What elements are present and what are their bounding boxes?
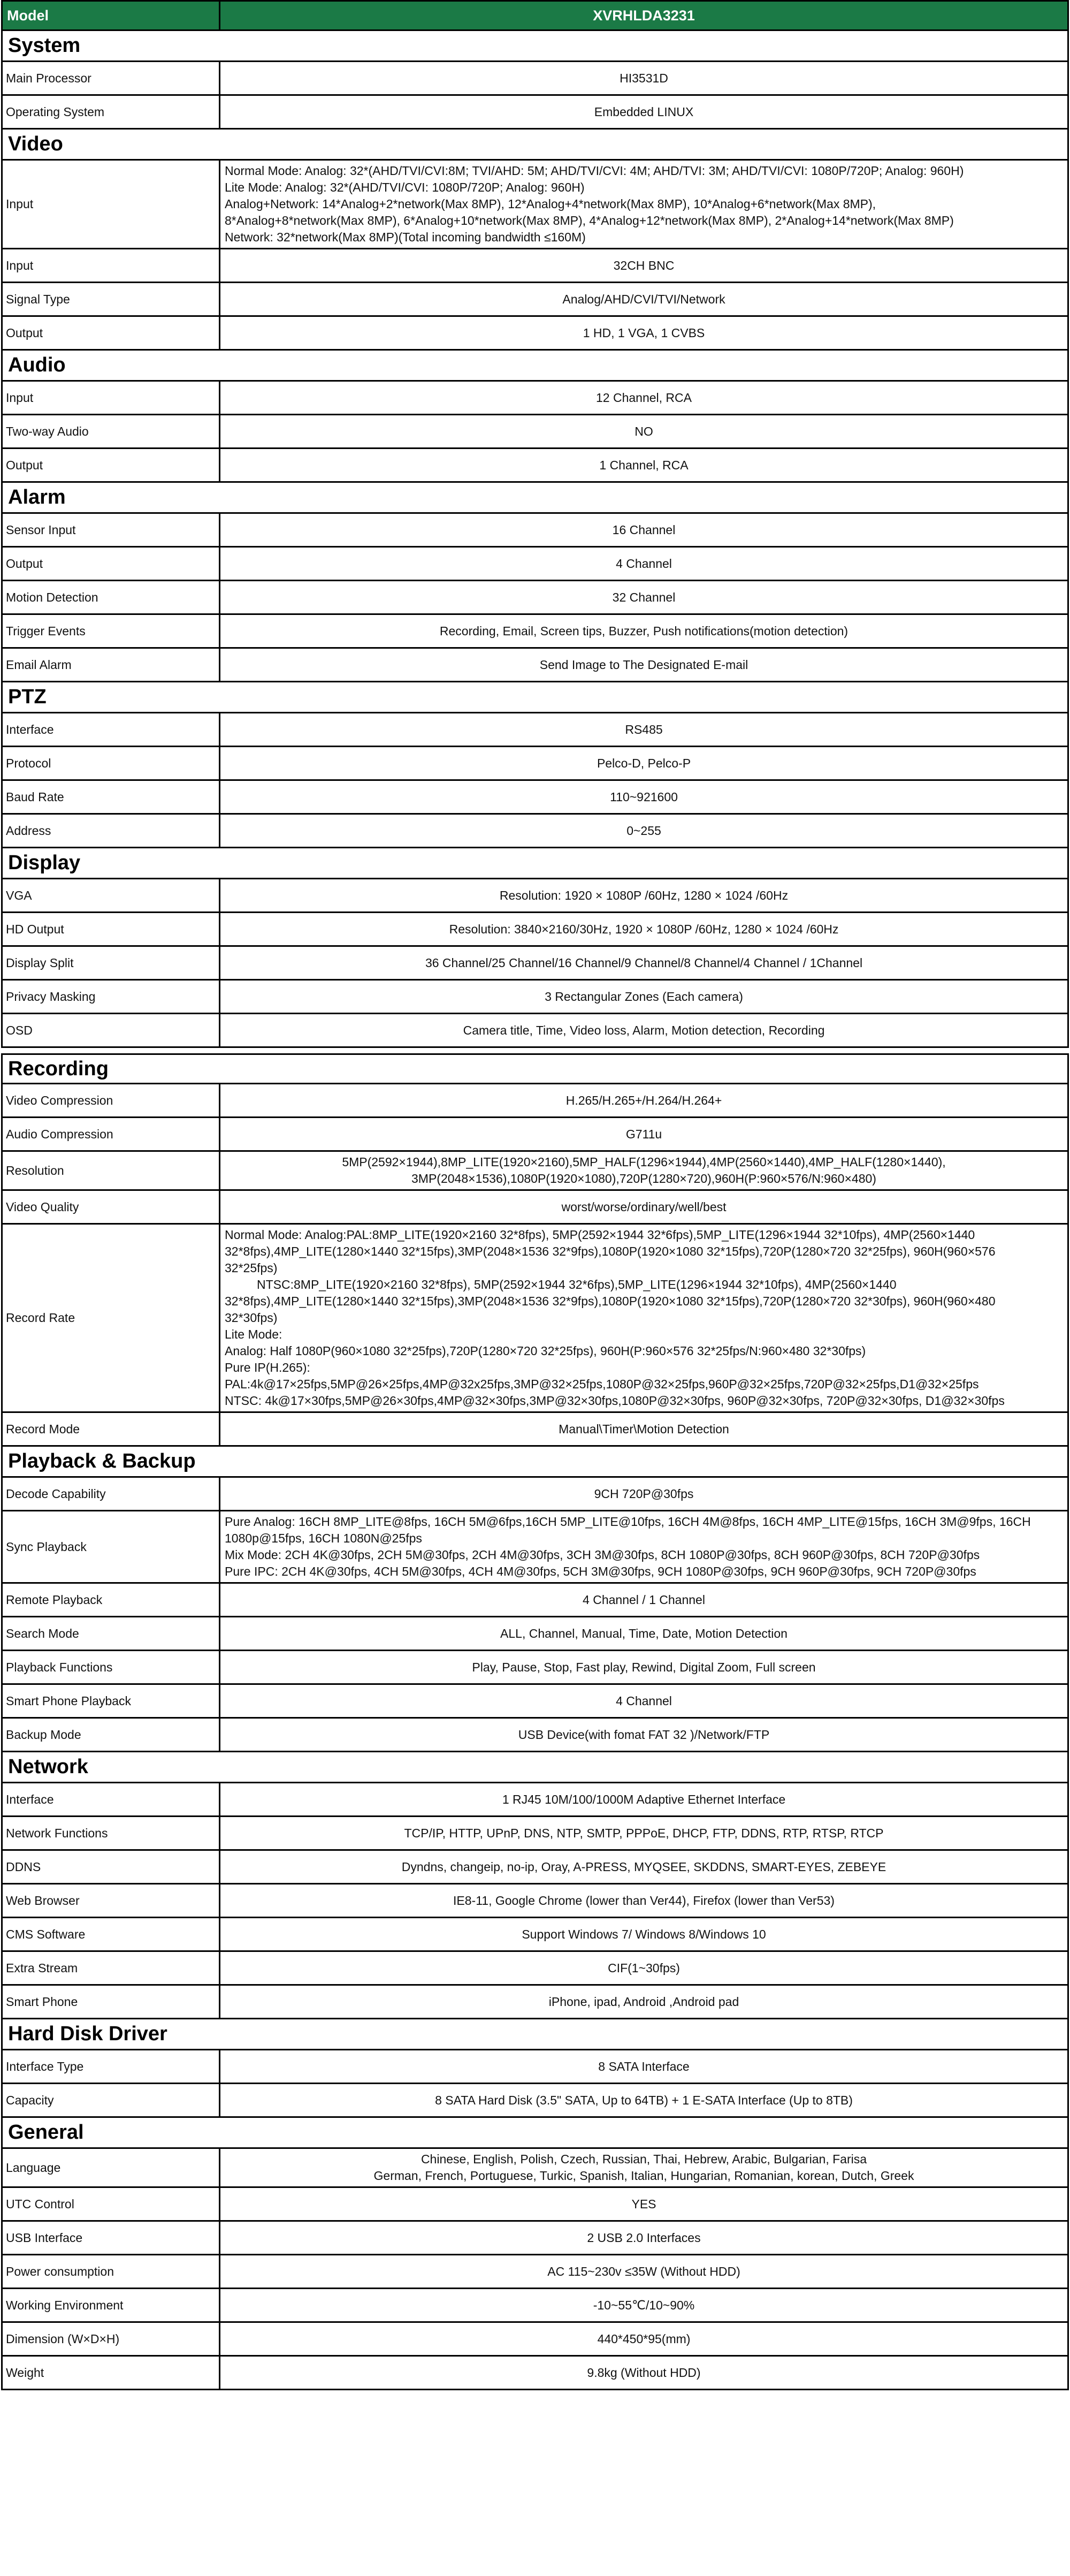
spec-label: Interface <box>3 713 220 746</box>
spec-value <box>220 449 1067 481</box>
spec-value-line: 32*25fps) <box>225 1261 278 1275</box>
spec-row-capacity <box>1 2084 1069 2118</box>
spec-label: USB Interface <box>3 2222 220 2254</box>
spec-sections <box>1 31 1069 2390</box>
spec-label: Baud Rate <box>3 781 220 813</box>
spec-label: Display Split <box>3 947 220 979</box>
spec-value-line: 32*8fps),4MP_LITE(1280×1440 32*15fps),3MP(2048×1536 32*9fps),1080P(1920×1080 32*15fps),720P(1280×720 32*25fps), 960H(960×576 <box>225 1244 996 1258</box>
spec-row-dimension-w-d-h <box>1 2323 1069 2357</box>
spec-value <box>220 615 1067 647</box>
spec-label: VGA <box>3 879 220 911</box>
spec-label: Dimension (W×D×H) <box>3 2323 220 2355</box>
spec-value <box>220 1719 1067 1751</box>
spec-value-line: 8*Analog+8*network(Max 8MP), 6*Analog+10*network(Max 8MP), 4*Analog+12*network(Max 8MP), 2*Analog+14*network(Max 8MP) <box>225 214 954 227</box>
spec-label: DDNS <box>3 1851 220 1883</box>
spec-value-line: -10~55℃/10~90% <box>593 2298 695 2312</box>
section-title-general: General <box>1 2118 1069 2149</box>
spec-label: Input <box>3 382 220 414</box>
spec-value <box>220 1986 1067 2018</box>
spec-value-line: Analog+Network: 14*Analog+2*network(Max 8MP), 12*Analog+4*network(Max 8MP), 10*Analog+6*network(Max 8MP), <box>225 197 876 211</box>
spec-label: Video Compression <box>3 1084 220 1116</box>
spec-row-privacy-masking <box>1 981 1069 1014</box>
spec-row-interface-type <box>1 2050 1069 2084</box>
spec-value-line: Analog: Half 1080P(960×1080 32*25fps),720P(1280×720 32*25fps), 960H(P:960×576 32*25fps/N:960×480 32*30fps) <box>225 1344 866 1358</box>
spec-label: OSD <box>3 1014 220 1046</box>
spec-row-video-compression <box>1 1084 1069 1118</box>
spec-value-line: 2 USB 2.0 Interfaces <box>587 2230 701 2245</box>
spec-label: Sensor Input <box>3 514 220 546</box>
section-title-alarm: Alarm <box>1 483 1069 514</box>
spec-value <box>220 249 1067 282</box>
spec-row-usb-interface <box>1 2222 1069 2255</box>
spec-value-line: NTSC: 4k@17×30fps,5MP@26×30fps,4MP@32×30fps,3MP@32×30fps,1080P@32×30fps, 960P@32×30fps, 720P@32×30fps, D1@32×30fps <box>225 1394 1005 1408</box>
spec-row-working-environment <box>1 2289 1069 2323</box>
spec-value-line: 32 Channel <box>612 590 676 604</box>
spec-value-line: worst/worse/ordinary/well/best <box>561 1199 727 1214</box>
spec-value-line: Normal Mode: Analog:PAL:8MP_LITE(1920×2160 32*8fps), 5MP(2592×1944 32*6fps),5MP_LITE(1296×1944 32*10fps), 4MP(2560×1440 <box>225 1228 975 1242</box>
spec-row-main-processor <box>1 62 1069 96</box>
spec-row-remote-playback <box>1 1584 1069 1617</box>
spec-value <box>220 548 1067 580</box>
spec-label: CMS Software <box>3 1918 220 1950</box>
spec-row-input <box>1 161 1069 249</box>
spec-value-line: 8 SATA Interface <box>598 2059 690 2073</box>
spec-label: Protocol <box>3 747 220 779</box>
section-title-display: Display <box>1 848 1069 879</box>
spec-label: Video Quality <box>3 1191 220 1223</box>
spec-value-line: Pelco-D, Pelco-P <box>597 756 691 770</box>
spec-value <box>220 2222 1067 2254</box>
spec-label: Capacity <box>3 2084 220 2116</box>
spec-value-line: 9CH 720P@30fps <box>594 1486 694 1501</box>
spec-value <box>220 713 1067 746</box>
spec-value <box>220 2050 1067 2083</box>
spec-value-line: AC 115~230v ≤35W (Without HDD) <box>547 2264 740 2278</box>
spec-row-utc-control <box>1 2188 1069 2222</box>
spec-row-playback-functions <box>1 1651 1069 1685</box>
spec-value <box>220 317 1067 349</box>
spec-row-motion-detection <box>1 581 1069 615</box>
spec-value-line: 1 RJ45 10M/100/1000M Adaptive Ethernet Interface <box>502 1792 786 1806</box>
spec-value <box>220 283 1067 315</box>
spec-value-line: 8 SATA Hard Disk (3.5" SATA, Up to 64TB) + 1 E-SATA Interface (Up to 8TB) <box>435 2093 853 2107</box>
spec-value-line: Chinese, English, Polish, Czech, Russian, Thai, Hebrew, Arabic, Bulgarian, Farisa <box>421 2152 867 2166</box>
spec-row-video-quality <box>1 1191 1069 1225</box>
spec-value-line: NO <box>635 424 653 438</box>
spec-row-display-split <box>1 947 1069 981</box>
spec-value-line: PAL:4k@17×25fps,5MP@26×25fps,4MP@32x25fps,3MP@32×25fps,1080P@32×25fps,960P@32×25fps,720P@32×25fps,D1@32×25fps <box>225 1377 979 1391</box>
spec-row-record-mode <box>1 1413 1069 1447</box>
spec-row-vga <box>1 879 1069 913</box>
spec-label: Record Mode <box>3 1413 220 1445</box>
spec-value <box>220 1152 1067 1189</box>
spec-value-line: IE8-11, Google Chrome (lower than Ver44), Firefox (lower than Ver53) <box>453 1893 835 1908</box>
spec-label: Weight <box>3 2357 220 2389</box>
spec-label: Privacy Masking <box>3 981 220 1013</box>
spec-value-line: 36 Channel/25 Channel/16 Channel/9 Channel/8 Channel/4 Channel / 1Channel <box>425 955 863 970</box>
spec-label: Language <box>3 2149 220 2186</box>
spec-value <box>220 1191 1067 1223</box>
spec-row-output <box>1 317 1069 351</box>
section-title-audio: Audio <box>1 351 1069 382</box>
spec-value-line: Camera title, Time, Video loss, Alarm, Motion detection, Recording <box>463 1023 825 1037</box>
spec-value-line: H.265/H.265+/H.264/H.264+ <box>565 1093 722 1107</box>
spec-value <box>220 96 1067 128</box>
spec-value <box>220 415 1067 447</box>
spec-row-web-browser <box>1 1884 1069 1918</box>
spec-value <box>220 1014 1067 1046</box>
spec-row-protocol <box>1 747 1069 781</box>
spec-label: Audio Compression <box>3 1118 220 1150</box>
spec-value <box>220 2357 1067 2389</box>
spec-value <box>220 1783 1067 1815</box>
spec-row-language <box>1 2149 1069 2188</box>
spec-label: Backup Mode <box>3 1719 220 1751</box>
spec-value-line: iPhone, ipad, Android ,Android pad <box>548 1994 739 2009</box>
spec-value-line: Recording, Email, Screen tips, Buzzer, Push notifications(motion detection) <box>439 624 849 638</box>
spec-label: Trigger Events <box>3 615 220 647</box>
spec-row-output <box>1 449 1069 483</box>
spec-label: Two-way Audio <box>3 415 220 447</box>
spec-value <box>220 581 1067 613</box>
spec-value-line: 32CH BNC <box>613 258 675 272</box>
spec-value-line: Resolution: 3840×2160/30Hz, 1920 × 1080P /60Hz, 1280 × 1024 /60Hz <box>449 922 839 936</box>
spec-value-line: CIF(1~30fps) <box>608 1961 680 1975</box>
spec-value-line: Pure IP(H.265): <box>225 1361 310 1374</box>
spec-label: Web Browser <box>3 1884 220 1917</box>
spec-value <box>220 1851 1067 1883</box>
spec-label: Signal Type <box>3 283 220 315</box>
spec-value-line: USB Device(with fomat FAT 32 )/Network/FTP <box>518 1727 770 1742</box>
spec-row-email-alarm <box>1 649 1069 682</box>
spec-row-operating-system <box>1 96 1069 130</box>
spec-value-line: German, French, Portuguese, Turkic, Spanish, Italian, Hungarian, Romanian, korean, Dutch, Greek <box>373 2169 914 2183</box>
spec-label: HD Output <box>3 913 220 945</box>
spec-value-line: 1 Channel, RCA <box>599 458 689 472</box>
spec-label: Search Mode <box>3 1617 220 1650</box>
spec-row-weight <box>1 2357 1069 2390</box>
spec-label: Decode Capability <box>3 1478 220 1510</box>
spec-value <box>220 1617 1067 1650</box>
spec-label: Output <box>3 317 220 349</box>
spec-row-smart-phone-playback <box>1 1685 1069 1719</box>
spec-sheet <box>1 0 1069 2390</box>
section-title-system: System <box>1 31 1069 62</box>
spec-value-line: Pure IPC: 2CH 4K@30fps, 4CH 5M@30fps, 4CH 4M@30fps, 5CH 3M@30fps, 9CH 1080P@30fps, 9CH 960P@30fps, 9CH 720P@30fps <box>225 1564 976 1578</box>
spec-value <box>220 1651 1067 1683</box>
spec-label: UTC Control <box>3 2188 220 2220</box>
spec-label: Sync Playback <box>3 1511 220 1582</box>
spec-value <box>220 815 1067 847</box>
spec-label: Power consumption <box>3 2255 220 2288</box>
spec-value <box>220 2188 1067 2220</box>
spec-label: Address <box>3 815 220 847</box>
spec-value-line: Send Image to The Designated E-mail <box>539 657 748 672</box>
spec-value-line: NTSC:8MP_LITE(1920×2160 32*8fps), 5MP(2592×1944 32*6fps),5MP_LITE(1296×1944 32*10fps), 4MP(2560×1440 <box>257 1278 897 1291</box>
spec-label: Input <box>3 161 220 248</box>
model-label: Model <box>3 2 220 29</box>
spec-value-line: 4 Channel <box>616 556 672 571</box>
spec-value-line: YES <box>631 2197 656 2211</box>
spec-label: Main Processor <box>3 62 220 94</box>
spec-value-line: 16 Channel <box>612 522 676 537</box>
spec-value <box>220 747 1067 779</box>
spec-value <box>220 1084 1067 1116</box>
spec-value <box>220 2289 1067 2321</box>
spec-value <box>220 2323 1067 2355</box>
spec-row-signal-type <box>1 283 1069 317</box>
spec-label: Network Functions <box>3 1817 220 1849</box>
spec-value-line: 3MP(2048×1536),1080P(1920×1080),720P(1280×720),960H(P:960×576/N:960×480) <box>411 1172 876 1186</box>
spec-value-line: Network: 32*network(Max 8MP)(Total incoming bandwidth ≤160M) <box>225 230 586 244</box>
spec-value-line: 3 Rectangular Zones (Each camera) <box>545 989 743 1004</box>
spec-label: Output <box>3 548 220 580</box>
model-header-row <box>1 0 1069 31</box>
spec-value <box>220 1918 1067 1950</box>
spec-row-trigger-events <box>1 615 1069 649</box>
spec-label: Playback Functions <box>3 1651 220 1683</box>
spec-row-hd-output <box>1 913 1069 947</box>
spec-row-network-functions <box>1 1817 1069 1851</box>
spec-value-line: Lite Mode: <box>225 1327 282 1341</box>
spec-label: Working Environment <box>3 2289 220 2321</box>
spec-value-line: 110~921600 <box>610 789 678 804</box>
spec-value <box>220 1584 1067 1616</box>
spec-value-line: Resolution: 1920 × 1080P /60Hz, 1280 × 1024 /60Hz <box>499 888 789 902</box>
spec-value-line: 9.8kg (Without HDD) <box>587 2365 701 2380</box>
spec-value <box>220 981 1067 1013</box>
spec-row-decode-capability <box>1 1478 1069 1511</box>
spec-value <box>220 879 1067 911</box>
spec-label: Operating System <box>3 96 220 128</box>
model-value: XVRHLDA3231 <box>593 7 695 24</box>
spec-label: Remote Playback <box>3 1584 220 1616</box>
spec-value <box>220 1118 1067 1150</box>
spec-row-ddns <box>1 1851 1069 1884</box>
spec-value-line: TCP/IP, HTTP, UPnP, DNS, NTP, SMTP, PPPoE, DHCP, FTP, DDNS, RTP, RTSP, RTCP <box>404 1826 884 1840</box>
section-title-video: Video <box>1 130 1069 161</box>
spec-row-record-rate <box>1 1225 1069 1413</box>
spec-row-sensor-input <box>1 514 1069 548</box>
spec-row-sync-playback <box>1 1511 1069 1584</box>
spec-value-line: 5MP(2592×1944),8MP_LITE(1920×2160),5MP_HALF(1296×1944),4MP(2560×1440),4MP_HALF(1280×1440), <box>342 1155 946 1169</box>
spec-row-search-mode <box>1 1617 1069 1651</box>
spec-value <box>220 514 1067 546</box>
spec-value <box>220 1413 1067 1445</box>
spec-value-line: 0~255 <box>626 823 661 838</box>
spec-value <box>220 947 1067 979</box>
spec-value-line: Dyndns, changeip, no-ip, Oray, A-PRESS, MYQSEE, SKDDNS, SMART-EYES, ZEBEYE <box>401 1859 886 1874</box>
section-title-playback-backup: Playback & Backup <box>1 1447 1069 1478</box>
spec-row-audio-compression <box>1 1118 1069 1152</box>
spec-value-line: 440*450*95(mm) <box>597 2331 691 2346</box>
spec-value-line: 12 Channel, RCA <box>596 390 692 405</box>
spec-value <box>220 1952 1067 1984</box>
spec-value <box>220 1478 1067 1510</box>
spec-row-output <box>1 548 1069 581</box>
spec-value <box>220 2255 1067 2288</box>
section-title-hard-disk-driver: Hard Disk Driver <box>1 2019 1069 2050</box>
spec-value <box>220 161 1067 248</box>
section-title-network: Network <box>1 1752 1069 1783</box>
spec-value-line: 1080p@15fps, 16CH 1080N@25fps <box>225 1531 422 1545</box>
spec-value-line: Play, Pause, Stop, Fast play, Rewind, Digital Zoom, Full screen <box>472 1660 816 1674</box>
spec-value <box>220 1225 1067 1411</box>
spec-row-interface <box>1 1783 1069 1817</box>
spec-label: Smart Phone <box>3 1986 220 2018</box>
spec-row-smart-phone <box>1 1986 1069 2019</box>
section-gap <box>1 1048 1069 1053</box>
spec-value <box>220 2084 1067 2116</box>
spec-row-backup-mode <box>1 1719 1069 1752</box>
spec-value-line: 1 HD, 1 VGA, 1 CVBS <box>583 325 705 340</box>
spec-value-line: Mix Mode: 2CH 4K@30fps, 2CH 5M@30fps, 2CH 4M@30fps, 3CH 3M@30fps, 8CH 1080P@30fps, 8CH 960P@30fps, 8CH 720P@30fps <box>225 1548 980 1562</box>
spec-label: Input <box>3 249 220 282</box>
spec-label: Smart Phone Playback <box>3 1685 220 1717</box>
spec-value-line: Embedded LINUX <box>594 104 694 119</box>
spec-value <box>220 649 1067 681</box>
spec-label: Record Rate <box>3 1225 220 1411</box>
spec-value-line: G711u <box>625 1127 662 1141</box>
spec-row-baud-rate <box>1 781 1069 815</box>
spec-value-line: Support Windows 7/ Windows 8/Windows 10 <box>522 1927 766 1941</box>
spec-value <box>220 382 1067 414</box>
spec-value-line: RS485 <box>625 722 663 736</box>
spec-row-osd <box>1 1014 1069 1048</box>
spec-value-line: 4 Channel / 1 Channel <box>583 1592 705 1607</box>
spec-row-two-way-audio <box>1 415 1069 449</box>
spec-value <box>220 62 1067 94</box>
spec-value-line: 32*30fps) <box>225 1311 278 1325</box>
spec-row-address <box>1 815 1069 848</box>
spec-value-line: Normal Mode: Analog: 32*(AHD/TVI/CVI:8M; TVI/AHD: 5M; AHD/TVI/CVI: 4M; AHD/TVI: 3M; AHD/TVI/CVI: 1080P/720P; Analog: 960H) <box>225 164 964 178</box>
spec-label: Extra Stream <box>3 1952 220 1984</box>
spec-value <box>220 1884 1067 1917</box>
spec-row-resolution <box>1 1152 1069 1191</box>
spec-label: Email Alarm <box>3 649 220 681</box>
spec-value <box>220 1511 1067 1582</box>
section-title-recording: Recording <box>1 1053 1069 1084</box>
spec-value-line: Analog/AHD/CVI/TVI/Network <box>562 292 725 306</box>
spec-value-line: 4 Channel <box>616 1693 672 1708</box>
spec-value <box>220 781 1067 813</box>
spec-row-cms-software <box>1 1918 1069 1952</box>
spec-value <box>220 2149 1067 2186</box>
spec-value-line: Pure Analog: 16CH 8MP_LITE@8fps, 16CH 5M@6fps,16CH 5MP_LITE@10fps, 16CH 4M@8fps, 16CH 4MP_LITE@15fps, 16CH 3M@9fps, 16CH <box>225 1515 1031 1529</box>
spec-label: Resolution <box>3 1152 220 1189</box>
section-title-ptz: PTZ <box>1 682 1069 713</box>
spec-value-line: ALL, Channel, Manual, Time, Date, Motion Detection <box>500 1626 788 1640</box>
spec-row-extra-stream <box>1 1952 1069 1986</box>
spec-value-line: 32*8fps),4MP_LITE(1280×1440 32*15fps),3MP(2048×1536 32*9fps),1080P(1920×1080 32*15fps),720P(1280×720 32*30fps), 960H(960×480 <box>225 1294 996 1308</box>
spec-label: Motion Detection <box>3 581 220 613</box>
spec-value-line: Manual\Timer\Motion Detection <box>559 1422 729 1436</box>
spec-label: Interface Type <box>3 2050 220 2083</box>
spec-row-input <box>1 382 1069 415</box>
spec-label: Interface <box>3 1783 220 1815</box>
spec-row-power-consumption <box>1 2255 1069 2289</box>
spec-value <box>220 913 1067 945</box>
spec-value <box>220 1817 1067 1849</box>
spec-row-input <box>1 249 1069 283</box>
spec-label: Output <box>3 449 220 481</box>
spec-value-line: Lite Mode: Analog: 32*(AHD/TVI/CVI: 1080P/720P; Analog: 960H) <box>225 180 585 194</box>
spec-value-line: HI3531D <box>620 71 668 85</box>
spec-row-interface <box>1 713 1069 747</box>
spec-value <box>220 1685 1067 1717</box>
